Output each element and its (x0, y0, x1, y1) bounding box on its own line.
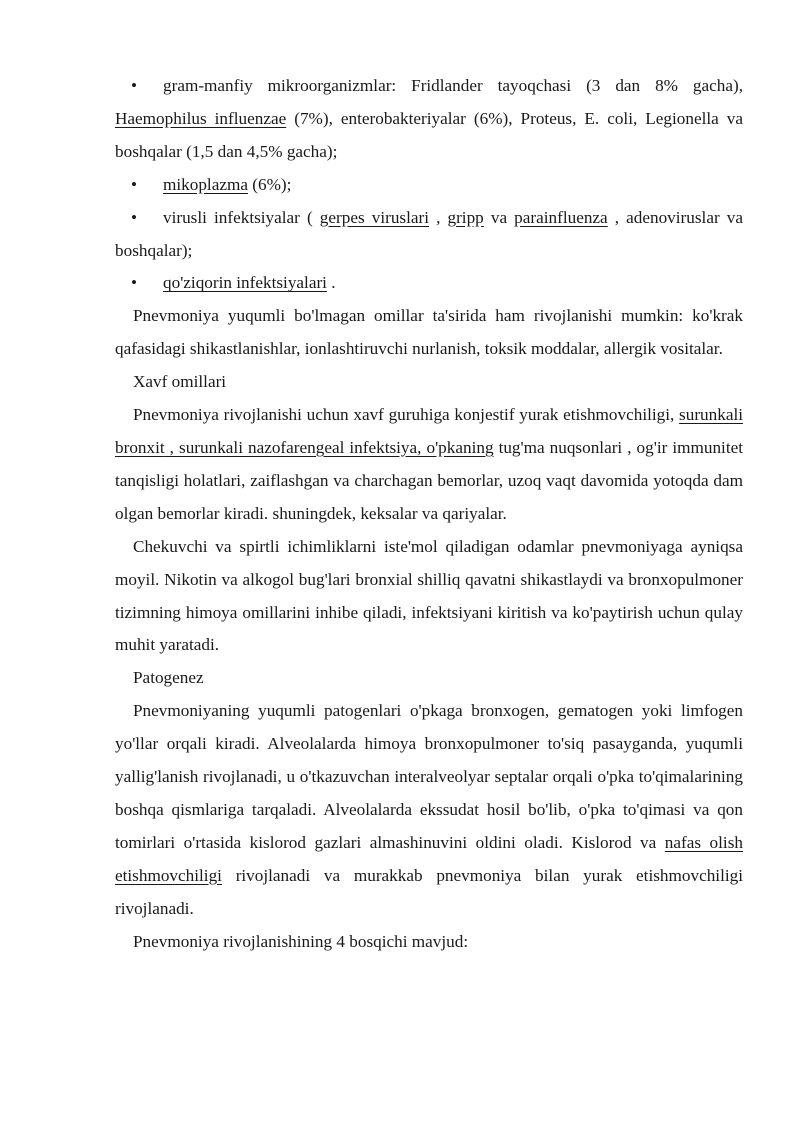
link-mikoplazma[interactable]: mikoplazma (163, 174, 248, 194)
list-item (115, 202, 743, 268)
link-qoziqorin-infektsiyalari[interactable]: qo'ziqorin infektsiyalari (163, 273, 327, 293)
paragraph-noninfectious: Pnevmoniya yuqumli bo'lmagan omillar ta'sirida ham rivojlanishi mumkin: ko'krak qafasidagi shikastlanishlar, ionlashtiruvchi nurlanish, toksik moddalar, allergik vositalar. (115, 306, 743, 359)
link-haemophilus[interactable]: Haemophilus influenzae (115, 108, 287, 128)
link-nafas-olish-etishmovchiligi[interactable]: nafas olish etishmovchiligi (115, 832, 743, 885)
bullet-icon: • (131, 174, 138, 194)
link-surunkali-bronxit[interactable]: surunkali bronxit (115, 405, 743, 457)
heading-pathogenesis: Patogenez (133, 668, 204, 688)
list-item-text: va (483, 207, 515, 227)
link-separator: , (164, 437, 179, 457)
list-item (115, 267, 743, 300)
paragraph-text: Pnevmoniyaning yuqumli patogenlari o'pkaga bronxogen, gematogen yoki limfogen yo'llar orqali kiradi. Alveolalarda himoya bronxopulmoner to'siq pasayganda, yuqumli yallig'lanish rivojlanadi, u o'tkazuvchan interalveolyar septalar orqali o'pka to'qimalarining boshqa qismlariga tarqaladi. Alveolalarda ekssudat hosil bo'lib, o'pka to'qimasi va qon tomirlari o'rtasida kislorod gazlari almashinuvini oldini oladi. Kislorod va (115, 701, 743, 852)
paragraph-text: rivojlanadi va murakkab pnevmoniya bilan yurak etishmovchiligi rivojlanadi. (115, 865, 743, 918)
list-item-text: , adenoviruslar va boshqalar); (115, 207, 743, 260)
list-item-text: . (326, 273, 336, 293)
paragraph-smokers: Chekuvchi va spirtli ichimliklarni iste'mol qiladigan odamlar pnevmoniyaga ayniqsa moyil. Nikotin va alkogol bug'lari bronxial shilliq qavatni shikastlaydi va bronxopulmoner tizimning himoya omillarini inhibe qiladi, infektsiyani kiritish va ko'paytirish uchun qulay muhit yaratadi. (115, 536, 743, 655)
bullet-icon: • (131, 273, 138, 293)
heading-risk-factors: Xavf omillari (133, 372, 227, 392)
link-parainfluenza[interactable]: parainfluenza (514, 207, 608, 227)
bullet-icon: • (131, 207, 138, 227)
list-item-text: gram-manfiy mikroorganizmlar: Fridlander tayoqchasi (3 dan 8% gacha), (163, 76, 743, 95)
list-item-text: (6%); (247, 174, 292, 194)
link-nazofarengeal-infektsiya[interactable]: surunkali nazofarengeal infektsiya, o'pkaning (179, 437, 494, 457)
bullet-icon: • (131, 76, 138, 95)
list-item (115, 70, 743, 169)
paragraph-risk-factors (115, 399, 743, 531)
list-item-text: , (429, 207, 448, 227)
list-item-text: (7%), enterobakteriyalar (6%), Proteus, E. coli, Legionella va boshqalar (1,5 dan 4,5% gacha); (115, 108, 743, 161)
paragraph-stages: Pnevmoniya rivojlanishining 4 bosqichi mavjud: (133, 931, 469, 951)
link-gripp[interactable]: gripp (447, 207, 484, 227)
list-item (115, 169, 743, 202)
paragraph-text: tug'ma nuqsonlari , og'ir immunitet tanqisligi holatlari, zaiflashgan va charchagan bemorlar, uzoq vaqt davomida yotoqda dam olgan bemorlar kiradi. shuningdek, keksalar va qariyalar. (115, 437, 744, 523)
list-item-text: virusli infektsiyalar ( (163, 207, 320, 227)
paragraph-text: Pnevmoniya rivojlanishi uchun xavf guruhiga konjestif yurak etishmovchiligi, (133, 405, 680, 425)
paragraph-pathogenesis (115, 695, 743, 925)
link-gerpes-viruslari[interactable]: gerpes viruslari (319, 207, 430, 227)
